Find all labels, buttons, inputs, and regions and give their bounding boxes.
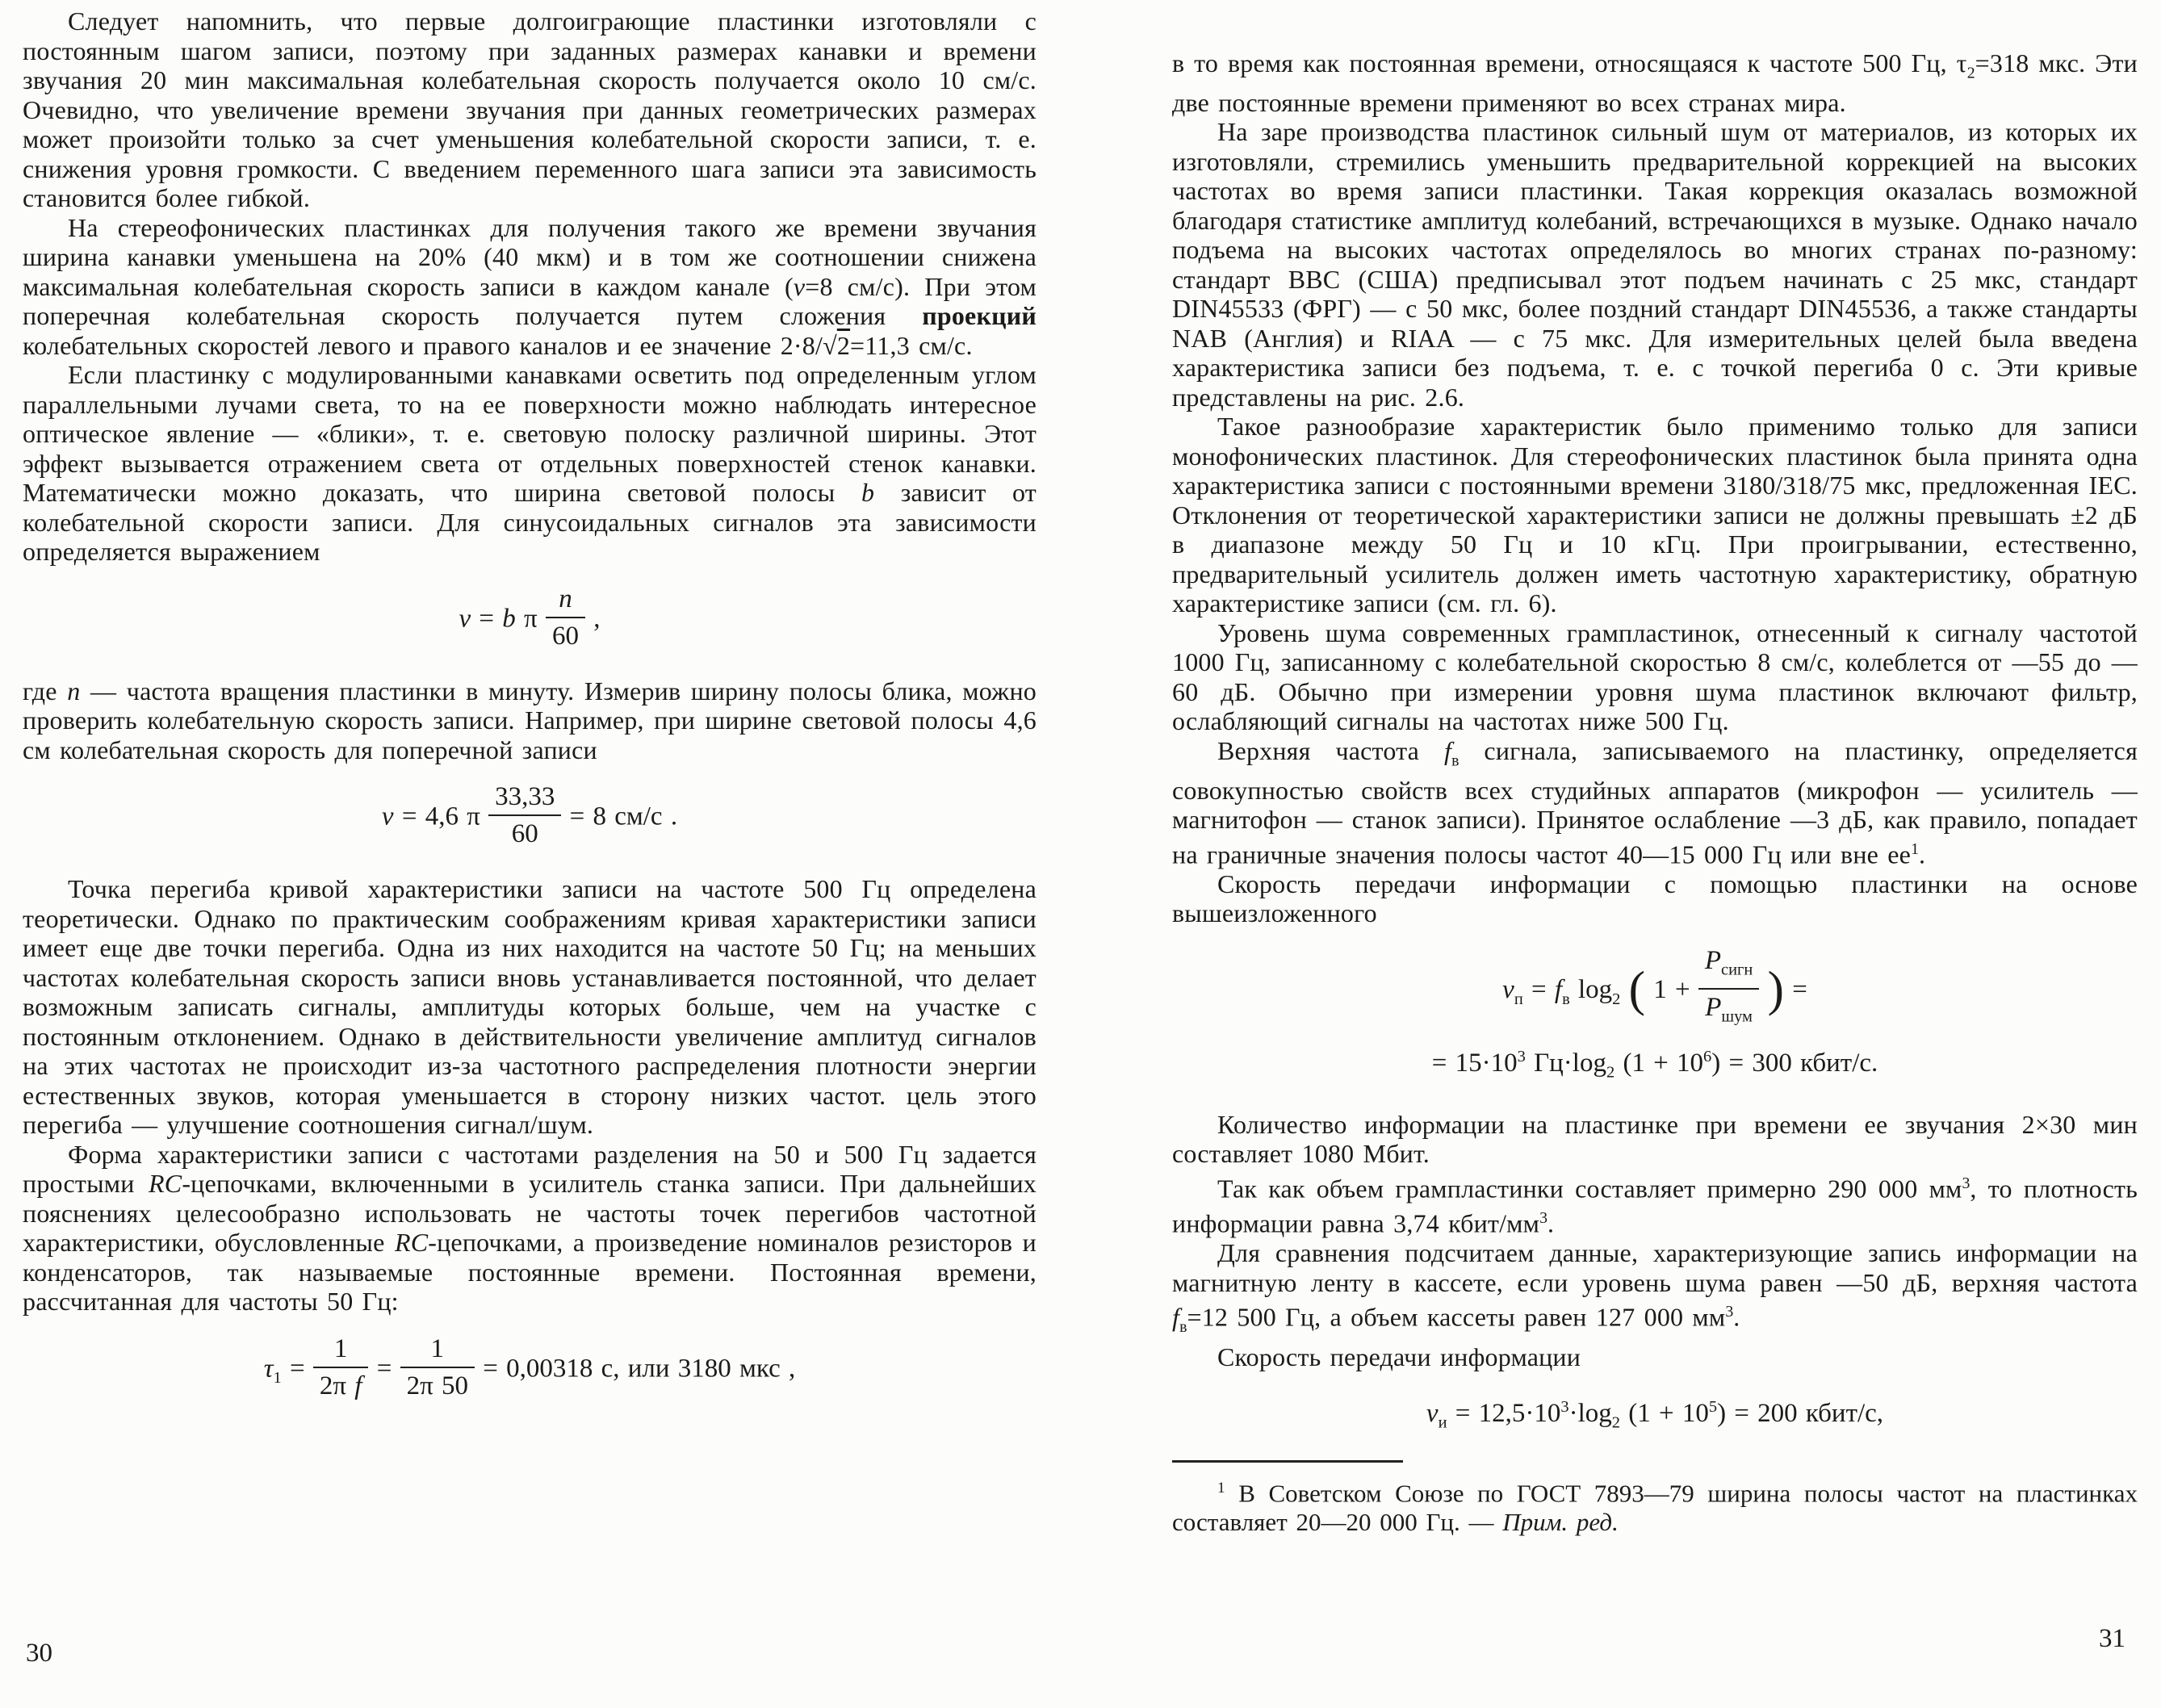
paragraph: На стереофонических пластинках для получения такого же времени звучания ширина канавки уменьшена на 20% (40 мкм) и в том же соотношении снижена максимальная колебательная скорость записи в каждом канале (v=8 см/с). При этом поперечная колебательная скорость получается путем сложения проекций колебательных скоростей левого и правого каналов и ее значение 2·8/√2=11,3 см/с.: [23, 212, 1037, 360]
paragraph: Уровень шума современных грампластинок, отнесенный к сигналу частотой 1000 Гц, записанному с колебательной скоростью 8 см/с, колеблется от —55 до —60 дБ. Обычно при измерении уровня шума пластинок включают фильтр, ослабляющий сигналы на частотах ниже 500 Гц.: [1172, 617, 2138, 736]
paragraph: Скорость передачи информации с помощью пластинки на основе вышеизложенного: [1172, 869, 2138, 928]
footnote-divider: [1172, 1460, 1403, 1463]
paragraph: Если пластинку с модулированными канавками осветить под определенным углом параллельными лучами света, то на ее поверхности можно наблюдать интересное оптическое явление — «блики», т. е. световую полоску различной ширины. Этот эффект вызывается отражением света от отдельных поверхностей стенок канавки. Математически можно доказать, что ширина световой полосы b зависит от колебательной скорости записи. Для синусоидальных сигналов эта зависимости определяется выражением: [23, 360, 1037, 566]
paragraph: Форма характеристики записи с частотами разделения на 50 и 500 Гц задается простыми RC-цепочками, включенными в усилитель станка записи. При дальнейших пояснениях целесообразно использовать не частоты точек перегибов частотной характеристики, обусловленные RC-цепочками, а произведение номиналов резисторов и конденсаторов, так называемые постоянные времени. Постоянная времени, рассчитанная для частоты 50 Гц:: [23, 1139, 1037, 1316]
page-number-left: 30: [26, 1639, 52, 1668]
formula-groove-speed: v = b π $\frac{n}{60}$ ,: [459, 584, 601, 651]
paragraph: На заре производства пластинок сильный шум от материалов, из которых их изготовляли, стремились уменьшить предварительной коррекцией на высоких частотах во время записи пластинки. Такая коррекция оказалась возможной благодаря статистике амплитуд колебаний, встречающихся в музыке. Однако начало подъема на высоких частотах определялось во многих странах по-разному: стандарт BBC (США) предписывал этот подъем начинать с 25 мкс, стандарт DIN45533 (ФРГ) — с 50 мкс, более поздний стандарт DIN45536, а также стандарты NAB (Англия) и RIAA — с 75 мкс. Для измерительных целей была введена характеристика записи без подъема, т. е. с точкой перегиба 0 с. Эти кривые представлены на рис. 2.6.: [1172, 117, 2138, 412]
footnote: $^1$ В Советском Союзе по ГОСТ 7893—79 ширина полосы частот на пластинках составляет 20—20 000 Гц. — Прим. ред.: [1172, 1479, 2138, 1536]
paragraph: где n — частота вращения пластинки в минуту. Измерив ширину полосы блика, можно проверить колебательную скорость записи. Например, при ширине световой полосы 4,6 см колебательная скорость для поперечной записи: [23, 676, 1037, 764]
paragraph: Для сравнения подсчитаем данные, характеризующие запись информации на магнитную ленту в кассете, если уровень шума равен —50 дБ, верхняя частота $f_в=12$ 500 Гц, а объем кассеты равен 127 000 $мм^3$.: [1172, 1238, 2138, 1337]
left-page-column: [23, 6, 1037, 1426]
formula-line: $v_п = f_в$ $\log_2$ ( 1 + $\frac{P_{сигн}}{P_{шум}}$ ) =: [1172, 948, 2138, 1036]
paragraph: в то время как постоянная времени, относящаяся к частоте 500 Гц, $\tau_2=318$ мкс. Эти две постоянные времени применяют во всех странах мира.: [1172, 48, 2138, 117]
formula-time-constant: $\tau_1$ = $\frac{1}{\text{2π f}}$ = $\frac{1}{2\pi 50}$ = 0,00318 с, или 3180 мкс ,: [263, 1333, 796, 1400]
formula-line: = $15\cdot 10^3$ $Гц\cdot\log_2$ $(1 + 10^6) = 300$ кбит/с.: [1431, 1048, 1878, 1082]
paragraph: Точка перегиба кривой характеристики записи на частоте 500 Гц определена теоретически. Однако по практическим соображениям кривая характеристики записи имеет еще две точки перегиба. Одна из них находится на частоте 50 Гц; на меньших частотах колебательная скорость записи вновь устанавливается постоянной, что делает возможным записать сигналы, амплитуды которых больше, чем на участке с постоянным отклонением. Однако в действительности увеличение амплитуд сигналов на этих частотах не происходит из-за частотного распределения плотности энергии естественных звуков, которая уменьшается в сторону низких частот. цель этого перегиба — улучшение соотношения сигнал/шум.: [23, 874, 1037, 1139]
formula-speed-example: v = 4,6 π $\frac{33,33}{60}$ = 8 см/с .: [381, 782, 678, 849]
right-page-column: [1172, 48, 2138, 1537]
paragraph: Такое разнообразие характеристик было применимо только для записи монофонических пластинок. Для стереофонических пластинок была принята одна характеристика записи с постоянными времени 3180/318/75 мкс, предложенная IEC. Отклонения от теоретической характеристики записи не должны превышать ±2 дБ в диапазоне между 50 Гц и 10 кГц. При проигрывании, естественно, предварительный усилитель должен иметь частотную характеристику, обратную характеристике записи (см. гл. 6).: [1172, 412, 2138, 618]
paragraph: Следует напомнить, что первые долгоиграющие пластинки изготовляли с постоянным шагом записи, поэтому при заданных размерах канавки и времени звучания 20 мин максимальная колебательная скорость получается около 10 см/с. Очевидно, что увеличение времени звучания при данных геометрических размерах может произойти только за счет уменьшения колебательной скорости записи, т. е. снижения уровня громкости. С введением переменного шага записи эта зависимость становится более гибкой.: [23, 6, 1037, 212]
paragraph: Скорость передачи информации: [1217, 1342, 1581, 1371]
paragraph: Верхняя частота $f_в$ сигнала, записываемого на пластинку, определяется совокупностью свойств всех студийных аппаратов (микрофон — усилитель — магнитофон — станок записи). Принятое ослабление —3 дБ, как правило, попадает на граничные значения полосы частот 40—15 000 Гц или вне $ее^1$.: [1172, 735, 2138, 869]
paragraph: Количество информации на пластинке при времени ее звучания 2×30 мин составляет 1080 Мбит.: [1172, 1109, 2138, 1169]
formula-info-rate-cassette: $v_и = 12,5\cdot 10^3\cdot\log_2$ $(1 + 10^5) = 200$ кбит/с,: [1426, 1398, 1884, 1432]
page-number-right: 31: [2099, 1624, 2125, 1653]
paragraph: Так как объем грампластинки составляет примерно 290 000 $мм^3$, то плотность информации равна 3,74 кбит/$мм^3$.: [1172, 1174, 2138, 1238]
formula-info-rate-record: [1172, 945, 2138, 1089]
